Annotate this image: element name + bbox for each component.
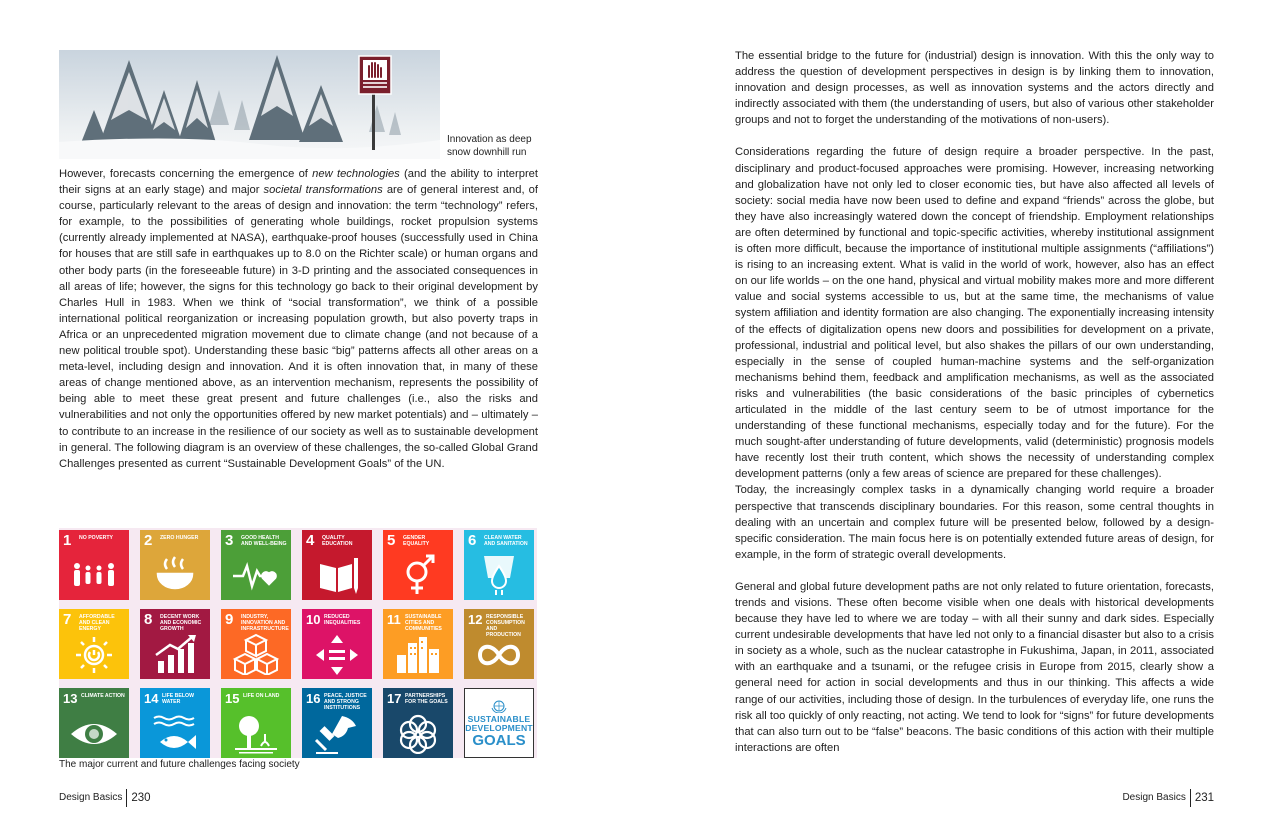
sdg-number: 9 bbox=[225, 611, 234, 628]
text-run: (and the ability to interpret their signs at an early stage) and major bbox=[59, 168, 538, 197]
sdg-label: QUALITY EDUCATION bbox=[322, 535, 353, 547]
city-icon bbox=[393, 633, 443, 675]
sdg-tile-6 bbox=[464, 530, 534, 600]
logo-text: GOALS bbox=[472, 731, 526, 749]
sdg-label: NO POVERTY bbox=[79, 535, 114, 541]
sdg-number: 17 bbox=[387, 691, 402, 706]
sdg-tile-13 bbox=[59, 688, 129, 758]
sdg-number: 15 bbox=[225, 691, 240, 706]
right-paragraph: Today, the increasingly complex tasks in a dynamically changing world require a broader perspective that transcends disciplinary boundaries. For this reason, some central thoughts in dealing with an uncertain and complex future will be presented below, followed by a design-specific consideration. The main focus here is on potentially extended future areas of design, for example, in the form of strategic overall developments. bbox=[735, 484, 1214, 561]
sdg-label: GENDER EQUALITY bbox=[403, 535, 430, 547]
water-drop-icon bbox=[474, 554, 524, 596]
text-run: are of general interest and, of course, particularly relevant to the areas of design and innovation: the term “technology” refers, for example, to the possibilities of generating whole buildings, rocket propulsion systems (currently already implemented at NASA), earthquake-proof houses (successfully used in China for houses that are still safe in earthquakes up to 8.0 on the Richter scale) or human organs and other body parts (in the foreseeable future) in 3-D printing and the associated consequences in all areas of life; however, the signs for this technology go back to their original development by Charles Hull in 1983. When we think of “social transformation”, we think of a possible international political reorganization or increasing population growth, but also poverty traps in Africa or an unprecedented migration movement due to climate change (and not because of a new political trouble spot). Understanding these basic “big” patterns affects all other areas on a meta-level, including design and innovation. And it is often innovation that, in many of these areas of change mentioned above, as an intervention mechanism, represents the possibility of being able to meet these great present and future challenges (i.e., also the risks and vulnerabilities and not only the opportunities offered by new market potentials) and – ultimately – to contribute to an increase in the resilience of our society as well as to sustainable development in general. The following diagram is an overview of these challenges, the so-called Global Grand Challenges presented as current “Sustainable Development Goals” of the UN. bbox=[59, 184, 538, 470]
left-body-text bbox=[59, 166, 538, 472]
tree-icon bbox=[231, 712, 281, 754]
sdg-number: 10 bbox=[306, 612, 321, 627]
sdg-tile-7 bbox=[59, 609, 129, 679]
logo-text: DEVELOPMENT bbox=[465, 722, 533, 733]
sdg-number: 8 bbox=[144, 611, 153, 628]
emphasis-text: new technologies bbox=[312, 168, 400, 180]
sdg-label: REDUCED INEQUALITIES bbox=[324, 614, 361, 626]
right-paragraph: Considerations regarding the future of design require a broader perspective. In the past, disciplinary and product-focused approaches were promising. However, increasing networking and globalization have not only led to closer economic ties, but have also affected all levels of society: social media have now been used to define and expand “friends” across the globe, but they have also increasingly watered down the concept of friendship. Employment relationships are often determined by functional and topic-specific activities, whereby institutional assignment is often more difficult, because the importance of institutional multiple assignments (“affiliations”) is rising to an increasing extent. What is valid in the world of work, however, also has an effect on our life worlds – on the one hand, physical and virtual mobility makes more and more different value and social systems accessible to us, but at the same time, the mechanisms of value system affiliation and identity formation are also changing. The exponentially increasing intensity of the effects of digitalization opens new doors and possibilities for development on a private, professional, industrial and political level, but also shakes the pillars of our own understanding, especially in the sense of coupled human-machine systems and the self-organization mechanisms behind them, feedback and amplification mechanisms, as well as the associated risks and vulnerabilities (the basic considerations of the basic principles of cybernetics articulated in the middle of the last century seem to be of utmost importance for the understanding of these functional mechanisms, especially today and for the future). For the much sought-after understanding of future developments, valid (deterministic) prognosis models have recently lost their truth content, which shows the necessity of understanding complex development patterns (only a few areas of science are prepared for these challenges). bbox=[735, 146, 1214, 481]
sdg-number: 12 bbox=[468, 612, 483, 627]
footer-separator bbox=[126, 789, 127, 807]
heartbeat-icon bbox=[231, 554, 281, 596]
sun-power-icon bbox=[69, 633, 119, 675]
sdg-label: AFFORDABLE AND CLEAN ENERGY bbox=[79, 614, 115, 632]
sdg-tile-2 bbox=[140, 530, 210, 600]
family-icon bbox=[69, 554, 119, 596]
left-paragraph bbox=[59, 166, 538, 472]
sdg-label: DECENT WORK AND ECONOMIC GROWTH bbox=[160, 614, 202, 632]
bowl-icon bbox=[150, 554, 200, 596]
flower-rings-icon bbox=[393, 712, 443, 754]
page-number: 231 bbox=[1194, 792, 1214, 804]
sdg-label: SUSTAINABLE CITIES AND COMMUNITIES bbox=[405, 614, 442, 632]
sdg-tile-9 bbox=[221, 609, 291, 679]
sdg-grid bbox=[59, 528, 537, 758]
growth-chart-icon bbox=[150, 633, 200, 675]
logo-text: SUSTAINABLE bbox=[467, 713, 531, 724]
paragraph-gap bbox=[735, 128, 1214, 144]
sdg-tile-14 bbox=[140, 688, 210, 758]
sdg-tile-3 bbox=[221, 530, 291, 600]
footer-separator bbox=[1190, 789, 1191, 807]
sdg-label: GOOD HEALTH AND WELL-BEING bbox=[241, 535, 287, 547]
sdg-number: 11 bbox=[387, 612, 401, 627]
sdg-label: INDUSTRY, INNOVATION AND INFRASTRUCTURE bbox=[241, 614, 289, 632]
sdg-number: 2 bbox=[144, 532, 153, 549]
sdg-label: LIFE BELOW WATER bbox=[162, 693, 194, 705]
sdg-tile-12 bbox=[464, 609, 534, 679]
snow-scene-illustration bbox=[59, 50, 440, 159]
page-number: 230 bbox=[131, 792, 151, 804]
footer-right bbox=[1122, 789, 1214, 807]
sdg-label: PARTNERSHIPS FOR THE GOALS bbox=[405, 693, 448, 705]
sdg-tile-8 bbox=[140, 609, 210, 679]
dove-gavel-icon bbox=[312, 712, 362, 754]
sdg-tile-15 bbox=[221, 688, 291, 758]
footer-book-title: Design Basics bbox=[59, 792, 123, 803]
footer-book-title: Design Basics bbox=[1122, 792, 1186, 803]
snow-photo bbox=[59, 50, 440, 159]
cubes-icon bbox=[231, 633, 281, 675]
sdg-tile-10 bbox=[302, 609, 372, 679]
sdg-label: PEACE, JUSTICE AND STRONG INSTITUTIONS bbox=[324, 693, 367, 711]
right-paragraph: The essential bridge to the future for (industrial) design is innovation. With this the only way to address the question of development perspectives in design is by linking them to innovation, innovation and design processes, as well as innovation systems and the actors directly and indirectly associated with them (the understanding of users, but also of various other stakeholder groups and not to forget the understanding of the motivations of non-users). bbox=[735, 50, 1214, 127]
emphasis-text: societal transformations bbox=[263, 184, 383, 197]
sdg-tile-5 bbox=[383, 530, 453, 600]
sdg-label: CLEAN WATER AND SANITATION bbox=[484, 535, 528, 547]
paragraph-gap bbox=[735, 563, 1214, 579]
eye-globe-icon bbox=[69, 712, 119, 754]
sdg-label: LIFE ON LAND bbox=[243, 693, 280, 699]
gender-icon bbox=[393, 554, 443, 596]
footer-left bbox=[59, 789, 151, 807]
sdg-number: 5 bbox=[387, 532, 396, 549]
photo-caption: Innovation as deep snow downhill run bbox=[447, 134, 532, 158]
sdg-logo-tile bbox=[464, 688, 534, 758]
sdg-tile-1 bbox=[59, 530, 129, 600]
infinity-icon bbox=[474, 633, 524, 675]
sdg-number: 4 bbox=[306, 532, 315, 549]
fish-icon bbox=[150, 712, 200, 754]
sdg-label: CLIMATE ACTION bbox=[81, 693, 125, 699]
right-body-text bbox=[735, 48, 1214, 756]
sdg-tile-16 bbox=[302, 688, 372, 758]
text-run: However, forecasts concerning the emergence of bbox=[59, 168, 313, 180]
book-icon bbox=[312, 554, 362, 596]
sdg-number: 16 bbox=[306, 691, 321, 706]
left-page bbox=[0, 0, 636, 836]
sdg-number: 13 bbox=[63, 691, 78, 706]
sdg-number: 6 bbox=[468, 532, 477, 549]
sdg-number: 1 bbox=[63, 532, 72, 549]
sdg-number: 7 bbox=[63, 611, 72, 628]
sdg-tile-11 bbox=[383, 609, 453, 679]
sdg-tile-17 bbox=[383, 688, 453, 758]
right-paragraph: General and global future development paths are not only related to future orientation, forecasts, trends and visions. These often become visible when one deals with historical developments because they have led to where we are today – with all their sunny and dark sides. Especially current undesirable developments that have led not only to a financial disaster but also to a crisis in society as a whole, such as the nuclear catastrophe in Fukushima, Japan, in 2011, associated with an earthquake and a tsunami, or the refugee crisis in Europe from 2015, clearly show a general need for action in social developments and thus in our thinking. This affects a wide range of our activities, including those of design. In the turbulences of everyday life, one runs the risk all too quickly of only reacting, not acting. We tend to look for “signs” for future developments that can also turn out to be “false” beacons. The basic conditions of this action with their multiple interactions are often bbox=[735, 580, 1214, 754]
un-emblem-icon bbox=[491, 699, 507, 713]
sdg-number: 14 bbox=[144, 691, 159, 706]
sdg-tile-4 bbox=[302, 530, 372, 600]
sdg-label: RESPONSIBLE CONSUMPTION AND PRODUCTION bbox=[486, 614, 525, 638]
equality-icon bbox=[312, 633, 362, 675]
sdg-label: ZERO HUNGER bbox=[160, 535, 199, 541]
figure-caption: The major current and future challenges facing society bbox=[59, 759, 300, 770]
sdg-number: 3 bbox=[225, 532, 234, 549]
